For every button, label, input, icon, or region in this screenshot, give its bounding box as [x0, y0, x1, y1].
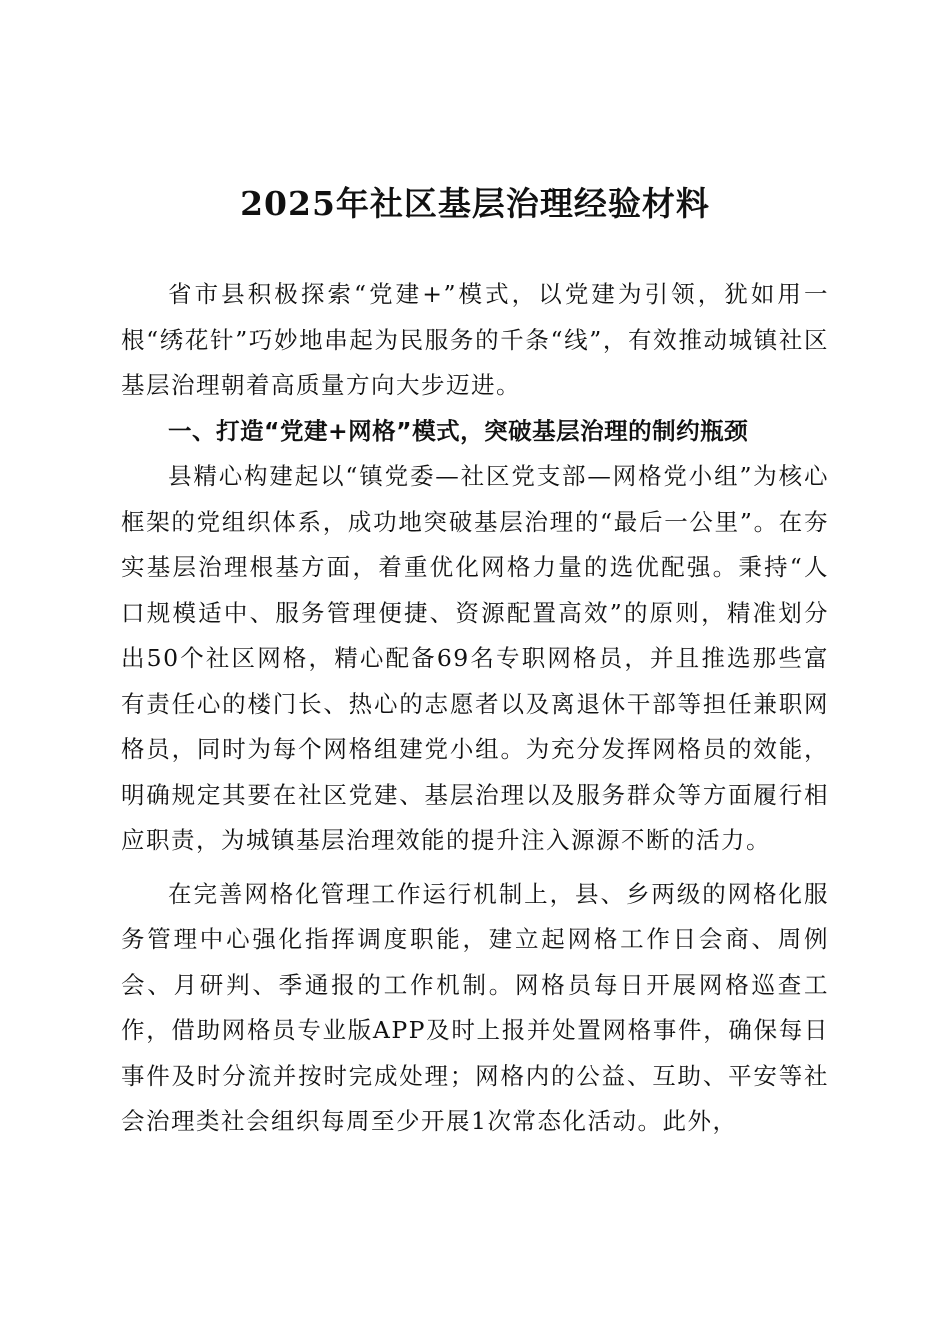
intro-paragraph: 省市县积极探索“党建+”模式，以党建为引领，犹如用一根“绣花针”巧妙地串起为民服务的千条“线”，有效推动城镇社区基层治理朝着高质量方向大步迈进。	[121, 280, 829, 399]
section-heading-1: 一、打造“党建+网格”模式，突破基层治理的制约瓶颈	[168, 416, 749, 445]
section1-paragraph-2: 在完善网格化管理工作运行机制上，县、乡两级的网格化服务管理中心强化指挥调度职能，建立起网格工作日会商、周例会、月研判、季通报的工作机制。网格员每日开展网格巡查工作，借助网格员专业版APP及时上报并处置网格事件，确保每日事件及时分流并按时完成处理；网格内的公益、互助、平安等社会治理类社会组织每周至少开展1次常态化活动。此外，	[121, 879, 829, 1135]
paragraph-gap	[121, 864, 829, 872]
section1-paragraph-1: 县精心构建起以“镇党委—社区党支部—网格党小组”为核心框架的党组织体系，成功地突破基层治理的“最后一公里”。在夯实基层治理根基方面，着重优化网格力量的选优配强。秉持“人口规模适中、服务管理便捷、资源配置高效”的原则，精准划分出50个社区网格，精心配备69名专职网格员，并且推选那些富有责任心的楼门长、热心的志愿者以及离退休干部等担任兼职网格员，同时为每个网格组建党小组。为充分发挥网格员的效能，明确规定其要在社区党建、基层治理以及服务群众等方面履行相应职责，为城镇基层治理效能的提升注入源源不断的活力。	[121, 462, 829, 854]
document-title: 2025年社区基层治理经验材料	[240, 184, 710, 223]
document-body	[121, 272, 829, 1145]
